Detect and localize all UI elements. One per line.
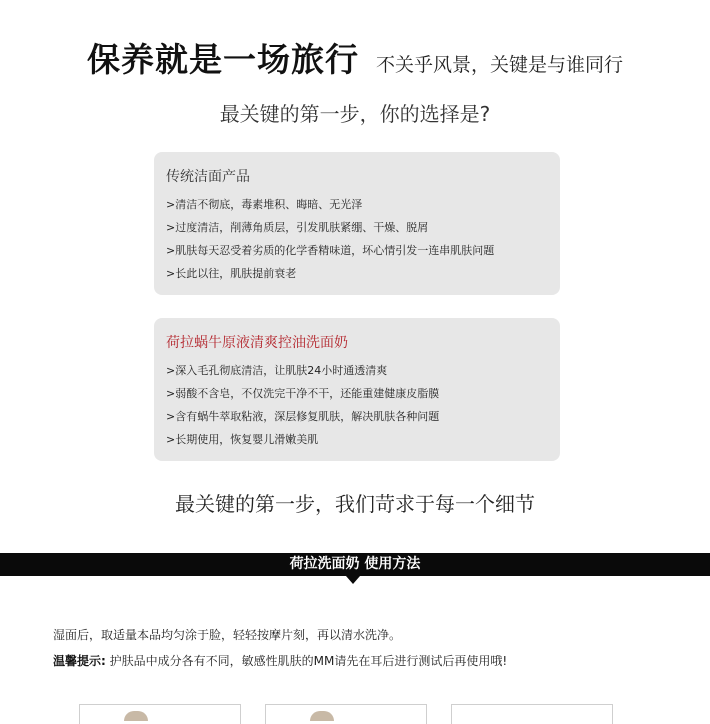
list-item: >清洁不彻底，毒素堆积、晦暗、无光泽 <box>166 198 363 211</box>
list-item: >过度清洁，削薄角质层，引发肌肤紧绷、干燥、脱屑 <box>166 221 429 234</box>
product-photo-icon <box>310 711 334 721</box>
section-bar-title: 荷拉洗面奶 使用方法 <box>289 556 421 572</box>
step-image-1 <box>79 704 241 724</box>
tip-label: 温馨提示: <box>53 654 106 668</box>
card-title: 荷拉蜗牛原液清爽控油洗面奶 <box>166 335 348 351</box>
list-item: >肌肤每天忍受着劣质的化学香精味道，坏心情引发一连串肌肤问题 <box>166 244 495 257</box>
step-image-3 <box>451 704 613 724</box>
tip-text: 护肤品中成分各有不同，敏感性肌肤的MM请先在耳后进行测试后再使用哦! <box>109 654 508 668</box>
card-list <box>166 193 548 285</box>
headline <box>0 34 710 81</box>
list-item: >含有蜗牛萃取粘液，深层修复肌肤，解决肌肤各种问题 <box>166 410 440 423</box>
list-item: >长此以往，肌肤提前衰老 <box>166 267 297 280</box>
traditional-cleanser-card <box>154 152 560 295</box>
headline-sub: 不关乎风景，关键是与谁同行 <box>376 54 624 76</box>
product-photo-icon <box>124 711 148 721</box>
caret-down-icon <box>346 576 360 584</box>
product-card <box>154 318 560 461</box>
step-image-2 <box>265 704 427 724</box>
list-item: >弱酸不含皂，不仅洗完干净不干，还能重建健康皮脂膜 <box>166 387 440 400</box>
tip-line <box>53 652 507 669</box>
usage-instructions: 湿面后，取适量本品均匀涂于脸，轻轻按摩片刻，再以清水洗净。 <box>53 628 402 642</box>
question-text: 最关键的第一步，你的选择是? <box>219 102 491 126</box>
card-title: 传统洁面产品 <box>166 169 250 185</box>
card-list <box>166 359 548 451</box>
list-item: >长期使用，恢复婴儿滑嫩美肌 <box>166 433 319 446</box>
headline-main: 保养就是一场旅行 <box>86 40 359 79</box>
list-item: >深入毛孔彻底清洁，让肌肤24小时通透清爽 <box>166 364 388 377</box>
slogan-text: 最关键的第一步，我们苛求于每一个细节 <box>175 492 535 516</box>
